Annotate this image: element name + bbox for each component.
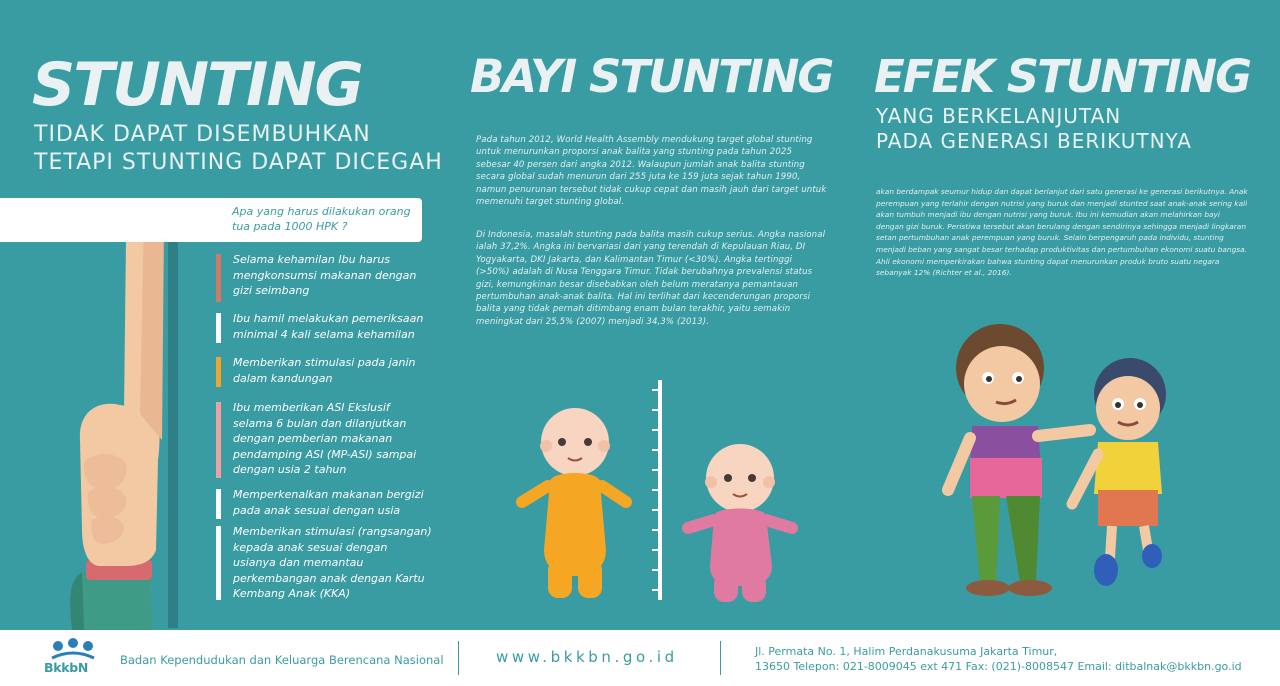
footer-organization: Badan Kependudukan dan Keluarga Berencana Nasional — [120, 653, 444, 667]
stunting-subtitle-line1: TIDAK DAPAT DISEMBUHKAN — [34, 122, 371, 147]
small-boy — [1072, 358, 1166, 586]
step-2-text: Ibu hamil melakukan pemeriksaan minimal 4 kali selama kehamilan — [233, 312, 424, 341]
step-3-text: Memberikan stimulasi pada janin dalam kandungan — [233, 356, 416, 385]
bayi-stunting-title: BAYI STUNTING — [470, 50, 833, 103]
footer-address-line1: Jl. Permata No. 1, Halim Perdanakusuma Jakarta Timur, — [755, 645, 1058, 658]
step-6-text: Memberikan stimulasi (rangsangan) kepada anak sesuai dengan usianya dan memantau perkembangan anak dengan Kartu Kembang Anak (KKA) — [233, 525, 432, 601]
efek-paragraph: akan berdampak seumur hidup dan dapat berlanjut dari satu generasi ke generasi berikutnya. Anak perempuan yang terlahir dengan nutrisi yang buruk dan menjadi stunted saat anak-anak sering kali akan tumbuh menjadi ibu dengan nutrisi yang buruk. Ibu ini kemudian akan melahirkan bayi dengan gizi buruk. Peristiwa tersebut akan berulang dengan sendirinya sehingga menjadi lingkaran setan pertumbuhan anak perempuan yang buruk. Selain berpengaruh pada individu, stunting menjadi beban yang sangat besar terhadap produktivitas dan pertumbuhan ekonomi suatu bangsa. Ahli ekonomi memperkirakan bahwa stunting dapat menurunkan produk bruto suatu negara sebanyak 12% (Richter et al., 2016). — [876, 187, 1248, 278]
footer-website-link[interactable]: www.bkkbn.go.id — [496, 648, 678, 666]
babies-illustration — [510, 370, 810, 608]
bkkbn-logo-icon — [48, 636, 98, 660]
step-1-bar — [216, 254, 221, 302]
bayi-paragraph-2: Di Indonesia, masalah stunting pada balita masih cukup serius. Angka nasional ialah 37,2%. Angka ini bervariasi dari yang terendah di Kepulauan Riau, DI Yogyakarta, DKI Jakarta, dan Kalimantan Timur (<30%). Angka tertinggi (>50%) adalah di Nusa Tenggara Timur. Tidak berubahnya prevalensi status gizi, kemungkinan besar disebabkan oleh belum meratanya pemantauan pertumbuhan anak-anak balita. Hal ini terlihat dari kecenderungan proporsi balita yang tidak pernah ditimbang enam bulan terakhir, yaitu semakin meningkat dari 25,5% (2007) menjadi 34,3% (2013). — [476, 230, 826, 327]
height-ruler — [658, 380, 662, 600]
footer-divider-2 — [720, 641, 721, 675]
footer-divider-1 — [458, 641, 459, 675]
stunting-subtitle-line2: TETAPI STUNTING DAPAT DICEGAH — [34, 150, 443, 175]
step-4-bar — [216, 402, 221, 478]
orange-baby — [522, 408, 626, 598]
efek-stunting-title: EFEK STUNTING — [874, 50, 1251, 103]
efek-subtitle-line2: PADA GENERASI BERIKUTNYA — [876, 129, 1192, 153]
step-3-bar — [216, 357, 221, 387]
step-2-bar — [216, 313, 221, 343]
step-5-text: Memperkenalkan makanan bergizi pada anak sesuai dengan usia — [233, 488, 424, 517]
bkkbn-logo-text: BkkbN — [44, 660, 89, 675]
footer — [0, 630, 1280, 686]
pink-baby — [688, 444, 792, 602]
stunting-title: STUNTING — [32, 50, 362, 120]
footer-address — [755, 644, 1275, 674]
big-boy — [948, 324, 1090, 596]
footer-address-line2: 13650 Telepon: 021-8009045 ext 471 Fax: (021)-8008547 Email: ditbalnak@bkkbn.go.id — [755, 660, 1242, 673]
question-text: Apa yang harus dilakukan orang tua pada 1000 HPK ? — [232, 205, 411, 233]
step-1-text: Selama kehamilan Ibu harus mengkonsumsi makanan dengan gizi seimbang — [233, 253, 417, 298]
step-6-bar — [216, 526, 221, 600]
bayi-paragraph-1: Pada tahun 2012, World Health Assembly mendukung target global stunting untuk menurunkan proporsi anak balita yang stunting pada tahun 2025 sebesar 40 persen dari angka 2012. Walaupun jumlah anak balita stunting secara global sudah menurun dari 255 juta ke 159 juta sejak tahun 1990, namun penurunan tersebut tidak cukup cepat dan masih jauh dari target untuk memenuhi target stunting global. — [476, 135, 827, 208]
step-4-text: Ibu memberikan ASI Ekslusif selama 6 bulan dan dilanjutkan dengan pemberian makanan pendamping ASI (MP-ASI) sampai dengan usia 2 tahun — [233, 401, 417, 477]
step-5-bar — [216, 489, 221, 519]
hand-illustration — [0, 200, 200, 630]
efek-subtitle-line1: YANG BERKELANJUTAN — [876, 104, 1122, 128]
boys-illustration — [930, 318, 1180, 608]
